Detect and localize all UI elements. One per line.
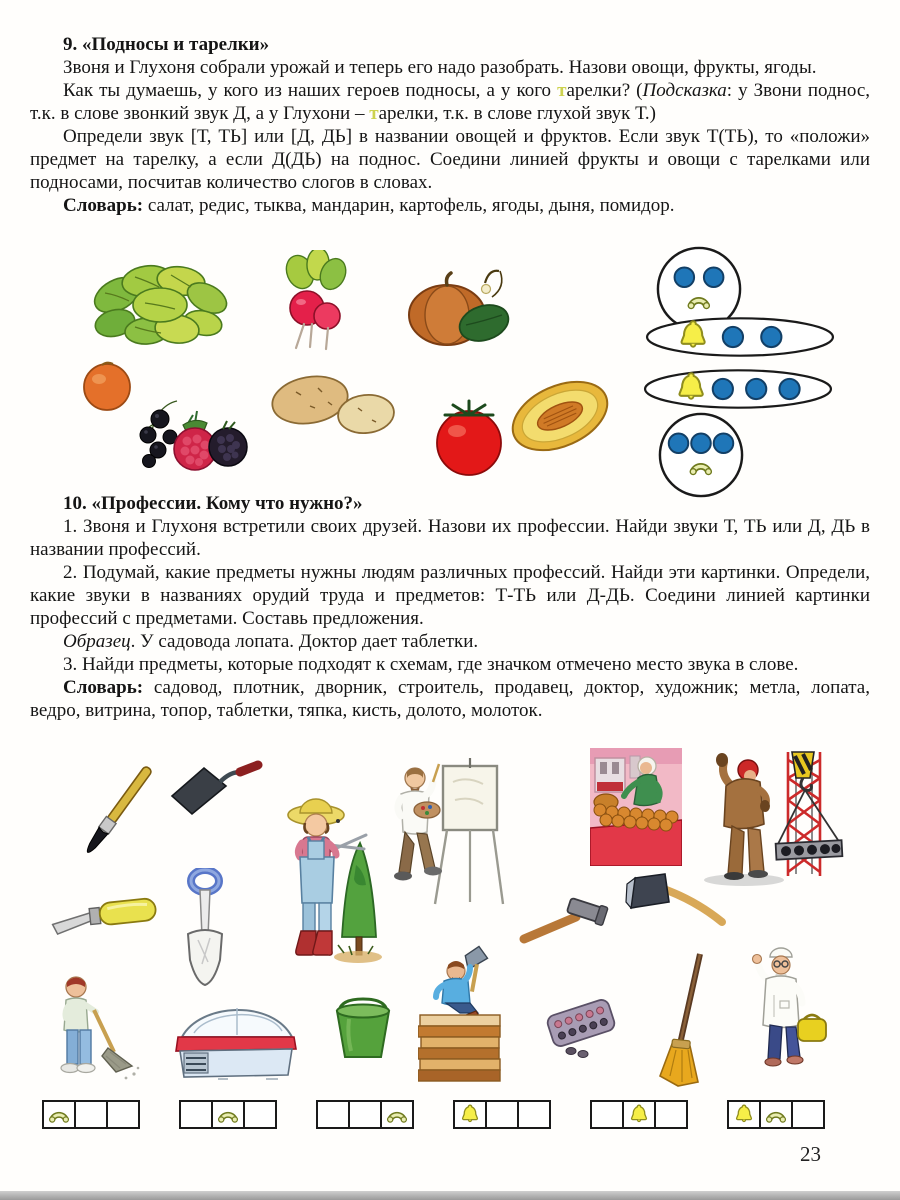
- strip-cell-headphones: [380, 1100, 414, 1129]
- section9-paragraph-3: Определи звук [Т, ТЬ] или [Д, ДЬ] в названии овощей и фруктов. Если звук Т(ТЬ), то «положи» предмет на тарелку, а если Д(ДЬ) на поднос. Соедини линией фрукты и овощи с тарелками или подносами, посчитав количество слогов в словах.: [30, 126, 870, 193]
- syllable-dot: [691, 433, 711, 453]
- section10-heading: 10. «Профессии. Кому что нужно?»: [63, 493, 363, 514]
- syllable-dot: [779, 379, 799, 399]
- bell-icon: [631, 1105, 646, 1119]
- syllable-dot: [761, 327, 781, 347]
- hammer-image: [518, 895, 610, 947]
- section9-text: [30, 33, 870, 217]
- melon-image: [498, 370, 623, 462]
- street-sweeper-image: [50, 972, 142, 1090]
- shovel-image: [168, 868, 240, 990]
- potatoes-image: [268, 372, 396, 436]
- syllable-dot: [675, 267, 695, 287]
- section10-vocabulary: Словарь: садовод, плотник, дворник, строитель, продавец, доктор, художник; метла, лопата, ведро, витрина, топор, таблетки, тяпка, кисть, долото, молоток.: [30, 677, 870, 721]
- section9-vocabulary: Словарь: салат, редис, тыква, мандарин, картофель, ягоды, дыня, помидор.: [63, 195, 675, 216]
- syllable-scheme-strip: [316, 1100, 420, 1129]
- syllable-scheme-strip: [179, 1100, 283, 1129]
- strip-cell-empty: [590, 1100, 624, 1129]
- section10-example: Образец. У садовода лопата. Доктор дает таблетки.: [63, 631, 479, 652]
- section10-task-2: 2. Подумай, какие предметы нужны людям различных профессий. Найди эти картинки. Определи, какие звуки в названиях орудий труда и предметов: Т-ТЬ или Д-ДЬ. Соедини линией картинки профессий с предметами. Составь предложения.: [30, 562, 870, 629]
- artist-image: [383, 752, 508, 917]
- syllable-dot: [713, 379, 733, 399]
- sound-scheme-tray: [644, 316, 836, 358]
- strip-cell-empty: [243, 1100, 277, 1129]
- saleswoman-image: [590, 748, 682, 866]
- strip-cell-headphones: [42, 1100, 76, 1129]
- syllable-scheme-strip: [727, 1100, 831, 1129]
- strip-cell-empty: [348, 1100, 382, 1129]
- syllable-scheme-strip: [453, 1100, 557, 1129]
- strip-cell-bell: [727, 1100, 761, 1129]
- pills-blister-image: [543, 995, 621, 1060]
- page-bottom-edge: [0, 1191, 900, 1200]
- radish-image: [270, 250, 360, 355]
- strip-cell-empty: [74, 1100, 108, 1129]
- syllable-dot: [723, 327, 743, 347]
- syllable-dot: [746, 379, 766, 399]
- strip-cell-empty: [316, 1100, 350, 1129]
- pumpkin-image: [400, 263, 510, 355]
- strip-cell-bell: [453, 1100, 487, 1129]
- strip-cell-empty: [654, 1100, 688, 1129]
- mandarin-image: [80, 355, 135, 413]
- section10-text: [30, 492, 870, 722]
- section9-heading: 9. «Подносы и тарелки»: [63, 34, 270, 55]
- builder-image: [692, 748, 850, 888]
- syllable-strips: [42, 1100, 858, 1129]
- chisel-image: [48, 885, 163, 947]
- strip-cell-empty: [791, 1100, 825, 1129]
- headphones-icon: [218, 1114, 237, 1121]
- section10-task-3: 3. Найди предметы, которые подходят к схемам, где значком отмечено место звука в слове.: [63, 654, 799, 675]
- sound-scheme-tray: [642, 368, 834, 410]
- carpenter-image: [418, 945, 526, 1083]
- syllable-scheme-strip: [590, 1100, 694, 1129]
- bell-icon: [463, 1105, 478, 1119]
- bucket-image: [331, 995, 395, 1063]
- strip-cell-empty: [106, 1100, 140, 1129]
- doctor-image: [740, 945, 838, 1073]
- syllable-dot: [669, 433, 689, 453]
- strip-cell-empty: [485, 1100, 519, 1129]
- headphones-icon: [50, 1114, 69, 1121]
- sound-scheme-plate: [657, 411, 745, 499]
- harvest-illustrations: [0, 245, 900, 495]
- strip-cell-empty: [517, 1100, 551, 1129]
- syllable-scheme-strip: [42, 1100, 146, 1129]
- professions-illustrations: [0, 740, 900, 1092]
- headphones-icon: [387, 1114, 406, 1121]
- paintbrush-image: [68, 755, 160, 880]
- berries-image: [135, 393, 250, 485]
- strip-cell-bell: [622, 1100, 656, 1129]
- lettuce-image: [85, 253, 235, 358]
- syllable-dot: [704, 267, 724, 287]
- headphones-icon: [766, 1114, 785, 1121]
- section9-paragraph-2: Как ты думаешь, у кого из наших героев подносы, а у кого тарелки? (Подсказка: у Звони поднос, т.к. в слове звонкий звук Д, а у Глухони – тарелки, т.к. в слове глухой звук Т.): [30, 80, 871, 124]
- strip-cell-headphones: [211, 1100, 245, 1129]
- axe-image: [625, 872, 727, 932]
- gardener-image: [272, 785, 382, 975]
- hoe-image: [168, 760, 263, 818]
- strip-cell-empty: [179, 1100, 213, 1129]
- section10-task-1: 1. Звоня и Глухоня встретили своих друзей. Назови их профессии. Найди звуки Т, ТЬ или Д, ДЬ в названии профессий.: [30, 516, 870, 560]
- section9-paragraph-1: Звоня и Глухоня собрали урожай и теперь его надо разобрать. Назови овощи, фрукты, ягоды.: [63, 57, 817, 78]
- syllable-dot: [714, 433, 734, 453]
- bell-icon: [737, 1105, 752, 1119]
- strip-cell-headphones: [759, 1100, 793, 1129]
- page-number: 23: [800, 1142, 821, 1166]
- shop-showcase-image: [170, 995, 302, 1081]
- broom-image: [648, 952, 718, 1092]
